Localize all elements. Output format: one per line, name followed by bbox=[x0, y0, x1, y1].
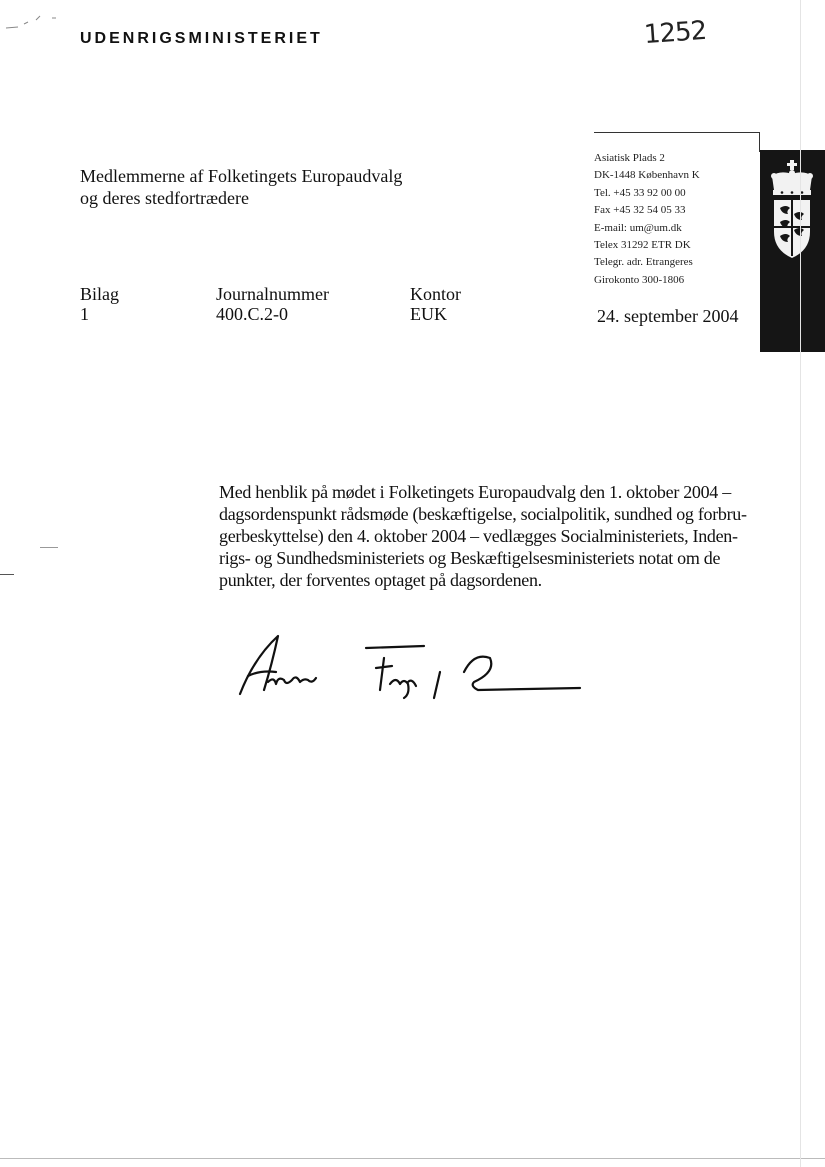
margin-mark bbox=[0, 574, 14, 575]
bilag-label: Bilag bbox=[80, 284, 119, 304]
journal-value: 400.C.2-0 bbox=[216, 304, 288, 324]
address-line: Telex 31292 ETR DK bbox=[594, 239, 691, 252]
address-line: Fax +45 32 54 05 33 bbox=[594, 204, 686, 217]
kontor-value: EUK bbox=[410, 304, 447, 324]
scan-edge-rule bbox=[0, 1158, 825, 1159]
kontor-label: Kontor bbox=[410, 284, 461, 304]
address-line: DK-1448 København K bbox=[594, 169, 700, 182]
address-line: Asiatisk Plads 2 bbox=[594, 152, 665, 164]
address-line: Telegr. adr. Etrangeres bbox=[594, 256, 693, 269]
recipient-line: Medlemmerne af Folketingets Europaudvalg bbox=[80, 166, 403, 186]
address-side-rule bbox=[759, 132, 760, 152]
address-line: Tel. +45 33 92 00 00 bbox=[594, 186, 686, 199]
recipient-line: og deres stedfortrædere bbox=[80, 188, 249, 208]
body-line: dagsordenspunkt rådsmøde (beskæftigelse, socialpolitik, sundhed og forbru- bbox=[219, 504, 747, 524]
body-line: rigs- og Sundhedsministeriets og Beskæftigelsesministeriets notat om de bbox=[219, 548, 721, 568]
journal-label: Journalnummer bbox=[216, 284, 329, 304]
body-line: Med henblik på mødet i Folketingets Europaudvalg den 1. oktober 2004 – bbox=[219, 482, 731, 502]
stamp-number: 1252 bbox=[643, 15, 708, 51]
address-line: E-mail: um@um.dk bbox=[594, 221, 682, 234]
body-line: gerbeskyttelse) den 4. oktober 2004 – vedlægges Socialministeriets, Inden- bbox=[219, 526, 738, 546]
crest-panel bbox=[760, 150, 825, 352]
scan-edge-rule bbox=[800, 0, 801, 1167]
bilag-value: 1 bbox=[80, 304, 89, 324]
address-line: Girokonto 300-1806 bbox=[594, 273, 685, 286]
letter-date: 24. september 2004 bbox=[597, 306, 739, 326]
margin-mark bbox=[40, 547, 58, 548]
recipient-block bbox=[80, 165, 402, 209]
sender-address bbox=[594, 150, 700, 289]
letter-body bbox=[219, 481, 749, 591]
royal-coat-of-arms-icon bbox=[760, 150, 825, 270]
handwritten-signature bbox=[234, 628, 594, 708]
address-top-rule bbox=[594, 132, 760, 133]
ministry-name: UDENRIGSMINISTERIET bbox=[80, 30, 323, 47]
body-line: punkter, der forventes optaget på dagsordenen. bbox=[219, 570, 542, 590]
scan-speck-decoration bbox=[4, 12, 68, 32]
